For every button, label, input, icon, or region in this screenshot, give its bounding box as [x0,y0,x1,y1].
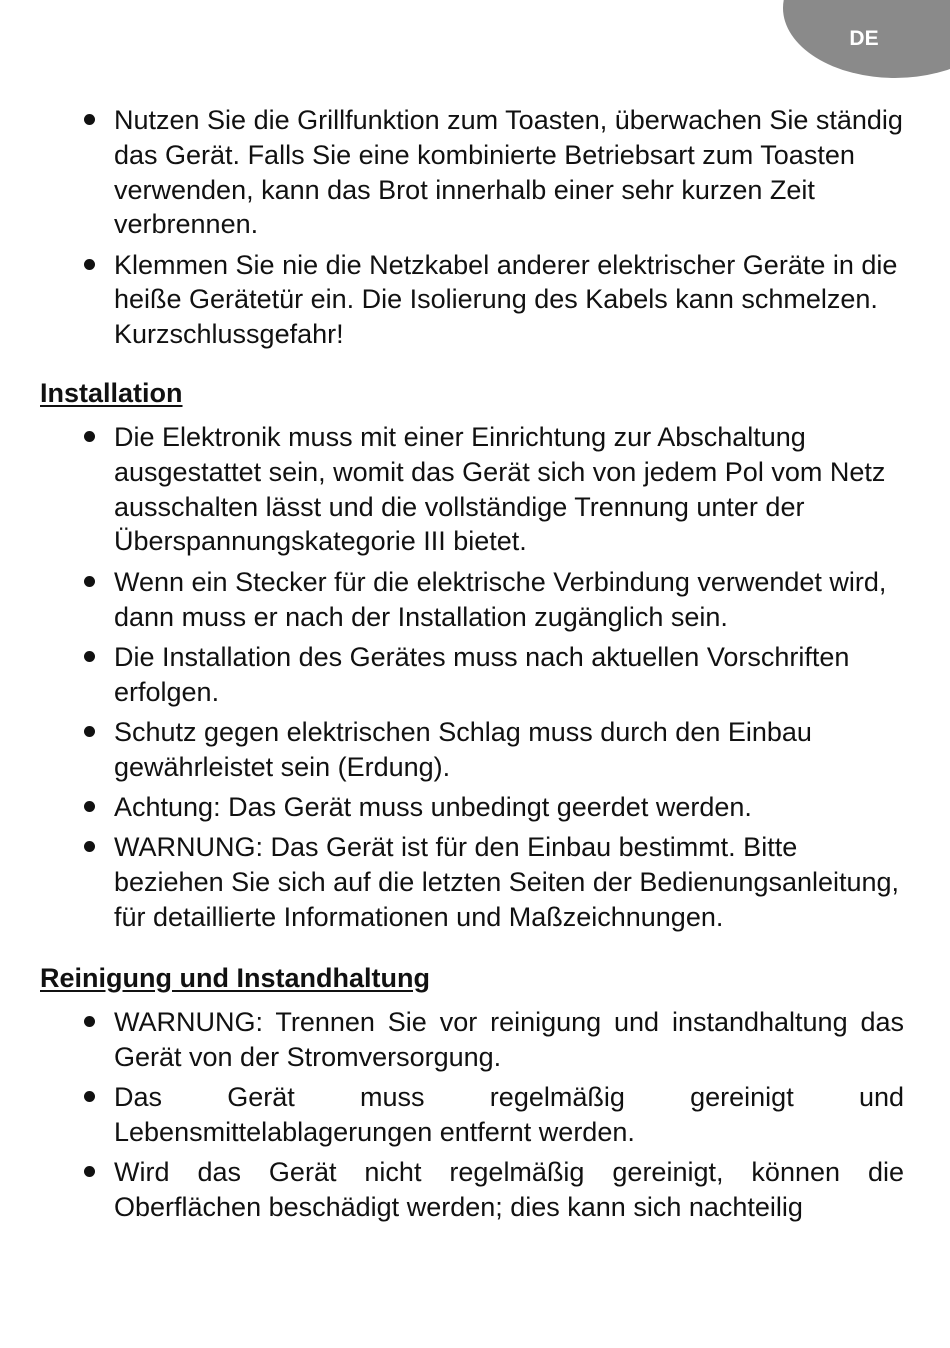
list-item [40,1155,904,1225]
list-item-text: Wenn ein Stecker für die elektrische Verbindung verwendet wird, dann muss er nach der Installation zugänglich sein. [114,566,887,632]
bullet-icon [84,259,95,270]
list-item-text: Nutzen Sie die Grillfunktion zum Toasten, überwachen Sie ständig das Gerät. Falls Sie eine kombinierte Betriebsart zum Toasten verwenden, kann das Brot innerhalb einer sehr kurzen Zeit verbrennen. [114,105,903,240]
safety-list [40,103,904,352]
list-item-text: WARNUNG: Das Gerät ist für den Einbau bestimmt. Bitte beziehen Sie sich auf die letzten Seiten der Bedienungsanleitung, für detaillierte Informationen und Maßzeichnungen. [114,832,900,932]
list-item [40,420,904,559]
list-item-text: Die Installation des Gerätes muss nach aktuellen Vorschriften erfolgen. [114,641,850,707]
list-item [40,1005,904,1075]
bullet-icon [84,431,95,442]
bullet-icon [84,841,95,852]
bullet-icon [84,1166,95,1177]
list-item-text: Wird das Gerät nicht regelmäßig gereinigt, können die Oberflächen beschädigt werden; dies kann sich nachteilig [114,1156,904,1222]
bullet-icon [84,114,95,125]
list-item [40,248,904,352]
list-item [40,103,904,242]
bullet-icon [84,576,95,587]
list-item [40,715,904,785]
list-item-text: WARNUNG: Trennen Sie vor reinigung und instandhaltung das Gerät von der Stromversorgung. [114,1006,904,1072]
bullet-icon [84,1016,95,1027]
section-heading-installation: Installation [40,378,183,409]
bullet-icon [84,651,95,662]
list-item-text: Die Elektronik muss mit einer Einrichtung zur Abschaltung ausgestattet sein, womit das Gerät sich von jedem Pol vom Netz ausschalten lässt und die vollständige Trennung unter der Überspannungskategorie III bietet. [114,422,886,557]
bullet-icon [84,1091,95,1102]
bullet-icon [84,801,95,812]
bullet-icon [84,726,95,737]
list-item [40,790,904,825]
language-label: DE [849,27,879,50]
section-heading-cleaning: Reinigung und Instandhaltung [40,962,430,993]
list-item [40,565,904,635]
list-item-text: Das Gerät muss regelmäßig gereinigt und Lebensmittelablagerungen entfernt werden. [114,1081,904,1147]
list-item-text: Klemmen Sie nie die Netzkabel anderer elektrischer Geräte in die heiße Gerätetür ein. Die Isolierung des Kabels kann schmelzen. Kurzschlussgefahr! [114,249,898,350]
list-item [40,640,904,710]
installation-list [40,420,904,935]
list-item-text: Achtung: Das Gerät muss unbedingt geerdet werden. [114,792,752,823]
page-content [40,103,904,1230]
list-item [40,830,904,934]
list-item [40,1080,904,1150]
cleaning-list [40,1005,904,1225]
list-item-text: Schutz gegen elektrischen Schlag muss durch den Einbau gewährleistet sein (Erdung). [114,716,812,782]
